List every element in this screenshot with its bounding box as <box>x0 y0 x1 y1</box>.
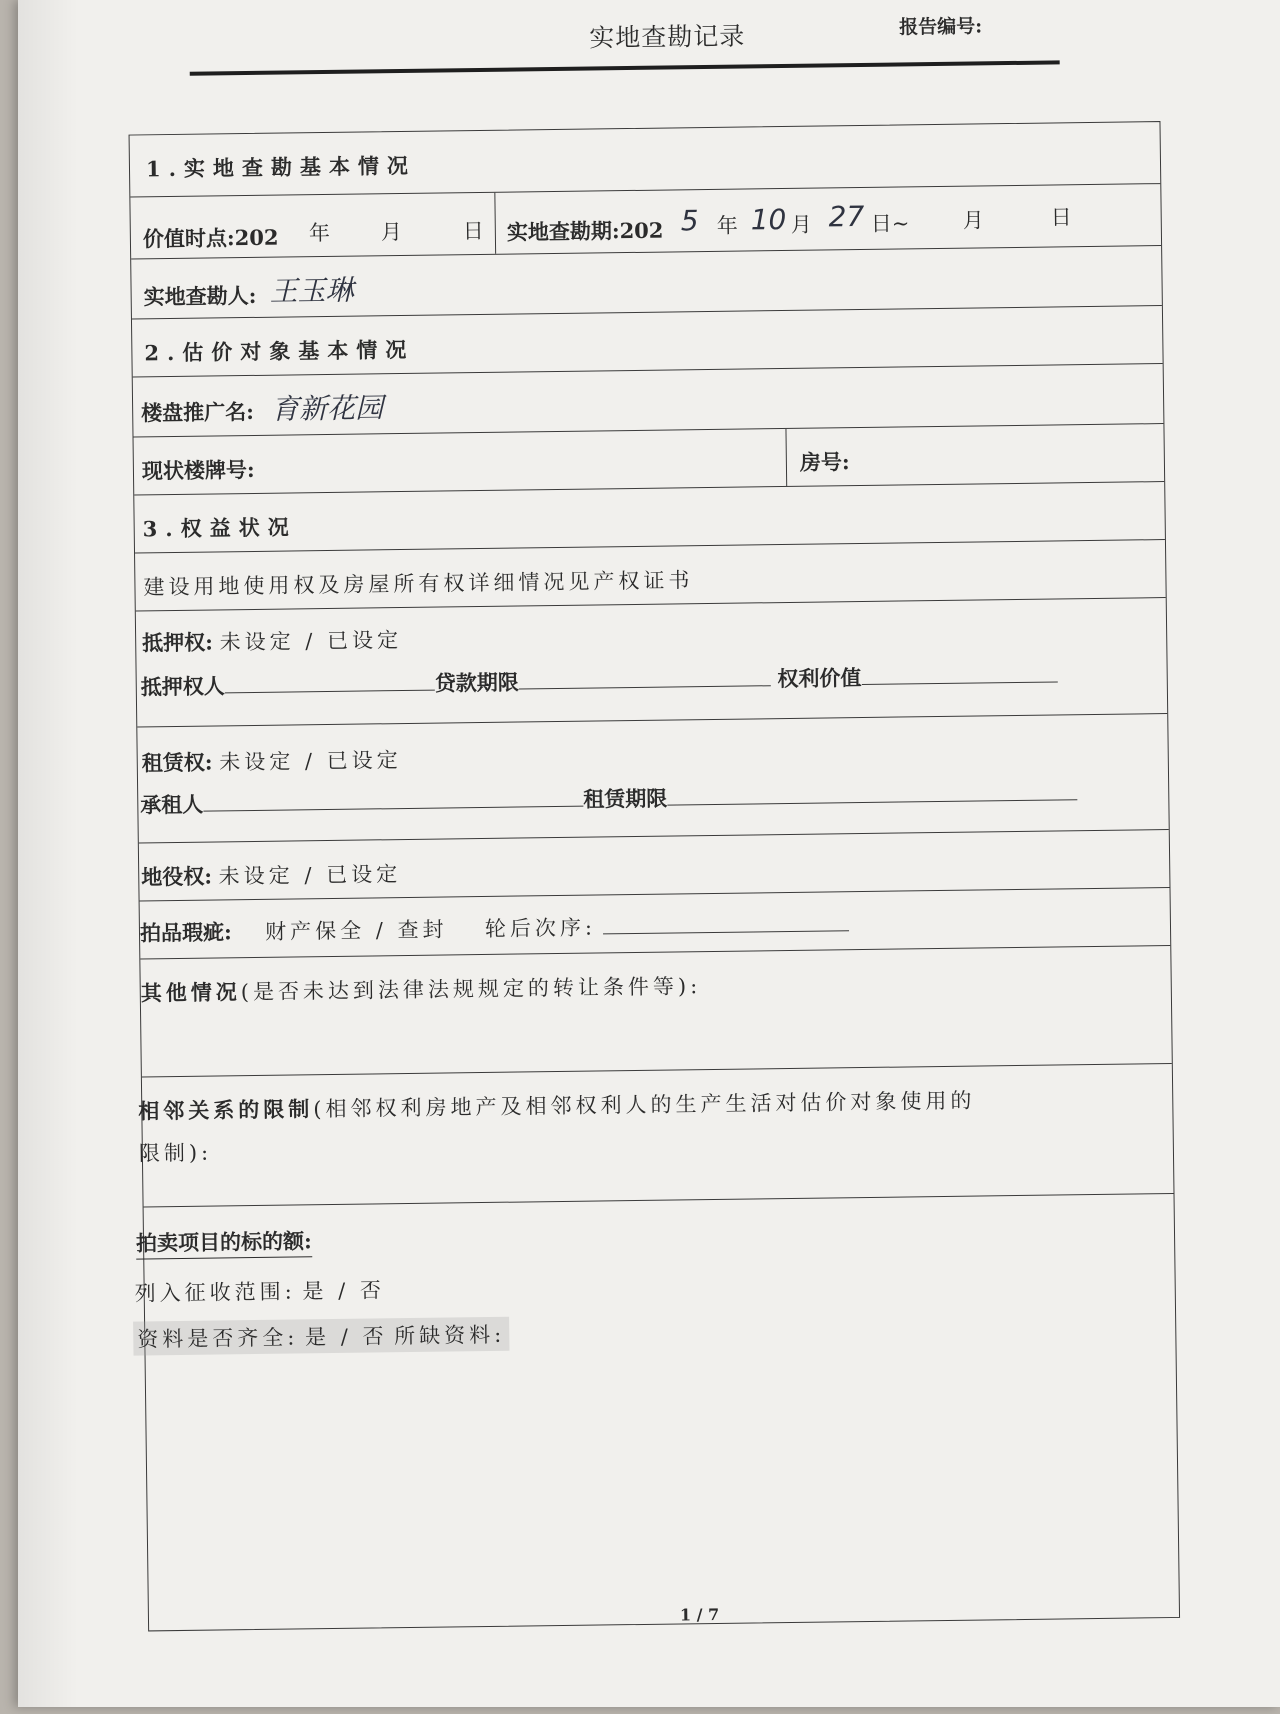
lease-line <box>142 744 402 777</box>
defect-options: 财产保全 / 查封 <box>264 917 448 944</box>
rights-note: 建设用地使用权及房屋所有权详细情况见产权证书 <box>143 568 694 600</box>
missing-docs-label: 所缺资料: <box>394 1322 506 1349</box>
lessee-label: 承租人 <box>140 791 204 818</box>
mortgage-options: 未设定 / 已设定 <box>219 628 403 655</box>
surveyor-label: 实地查勘人: <box>143 282 257 310</box>
document-title: 实地查勘记录 <box>589 21 746 53</box>
project-name-handwritten: 育新花园 <box>270 391 384 426</box>
value-time-day: 日 <box>462 218 484 244</box>
adjacent-line <box>138 1085 976 1126</box>
surveyor-signature: 王玉琳 <box>269 273 354 308</box>
adjacent-note-continued: 限制): <box>138 1140 213 1166</box>
survey-end-day: 日 <box>1050 205 1072 230</box>
survey-year-unit: 年 <box>716 213 738 238</box>
mortgage-detail-line <box>141 659 1058 701</box>
room-number-label: 房号: <box>799 449 850 475</box>
docs-complete-line <box>133 1317 509 1356</box>
lease-term-label: 租赁期限 <box>583 785 668 812</box>
right-value-blank <box>861 661 1057 685</box>
mortgagee-blank <box>225 670 435 694</box>
value-time-label: 价值时点:202 <box>142 224 279 252</box>
survey-end-month: 月 <box>962 208 984 233</box>
easement-label: 地役权: <box>141 863 213 890</box>
lease-options: 未设定 / 已设定 <box>219 748 402 775</box>
mortgagee-label: 抵押权人 <box>140 673 225 700</box>
defect-line <box>140 908 849 947</box>
section1-heading: 1.实地查勘基本情况 <box>145 152 417 182</box>
page-number: 1 / 7 <box>679 1604 720 1625</box>
mortgage-line <box>142 624 402 657</box>
value-time-month: 月 <box>380 219 403 245</box>
building-room-divider <box>785 429 787 486</box>
lease-label: 租赁权: <box>141 749 213 776</box>
other-row <box>140 946 1171 1077</box>
docs-complete-label: 资料是否齐全: <box>137 1325 299 1352</box>
expropriation-options: 是 / 否 <box>302 1278 386 1304</box>
loan-term-label: 贷款期限 <box>434 669 519 696</box>
lease-row <box>137 714 1168 843</box>
expropriation-line <box>135 1274 386 1307</box>
mortgage-row <box>136 598 1167 727</box>
right-value-label: 权利价值 <box>777 665 862 692</box>
easement-line <box>141 858 401 891</box>
auction-amount-label: 拍卖项目的标的额: <box>136 1225 312 1259</box>
round-order-label: 轮后次序: <box>484 915 597 941</box>
auction-info-row <box>134 1194 1179 1631</box>
survey-day-handwritten: 27 <box>828 199 865 234</box>
round-order-blank <box>603 910 849 934</box>
expropriation-label: 列入征收范围: <box>134 1279 296 1306</box>
section3-heading: 3.权益状况 <box>142 514 297 542</box>
page-shadow <box>18 0 78 1707</box>
mortgage-label: 抵押权: <box>142 629 214 656</box>
adjacent-note: (相邻权利房地产及相邻权利人的生产生活对估价对象使用的 <box>313 1088 976 1122</box>
section2-heading: 2.估价对象基本情况 <box>144 336 415 366</box>
other-label: 其他情况 <box>140 979 241 1006</box>
value-time-year: 年 <box>308 220 331 246</box>
docs-complete-options: 是 / 否 <box>304 1324 388 1350</box>
lease-detail-line <box>140 777 1077 819</box>
adjacent-label: 相邻关系的限制 <box>138 1096 314 1124</box>
defect-label: 拍品瑕疵: <box>139 919 232 946</box>
document-page <box>18 0 1280 1707</box>
survey-day-tilde: 日~ <box>870 211 910 236</box>
other-line <box>141 970 702 1007</box>
lease-term-blank <box>667 779 1077 805</box>
date-row-divider <box>494 193 496 254</box>
survey-period-label: 实地查勘期:202 <box>506 217 664 245</box>
adjacent-row <box>138 1064 1174 1207</box>
lessee-blank <box>203 786 583 812</box>
survey-month-unit: 月 <box>790 212 812 237</box>
loan-term-blank <box>519 665 771 689</box>
survey-year-handwritten: 5 <box>680 204 699 238</box>
easement-options: 未设定 / 已设定 <box>218 862 402 889</box>
report-number-label: 报告编号: <box>899 15 983 39</box>
survey-month-handwritten: 10 <box>750 202 787 237</box>
building-number-label: 现状楼牌号: <box>141 456 255 484</box>
header-rule <box>190 60 1060 75</box>
survey-form-table <box>129 121 1181 1631</box>
other-note: (是否未达到法律法规规定的转让条件等): <box>240 974 702 1005</box>
form-sheet <box>69 0 1201 1714</box>
project-name-label: 楼盘推广名: <box>141 398 255 426</box>
